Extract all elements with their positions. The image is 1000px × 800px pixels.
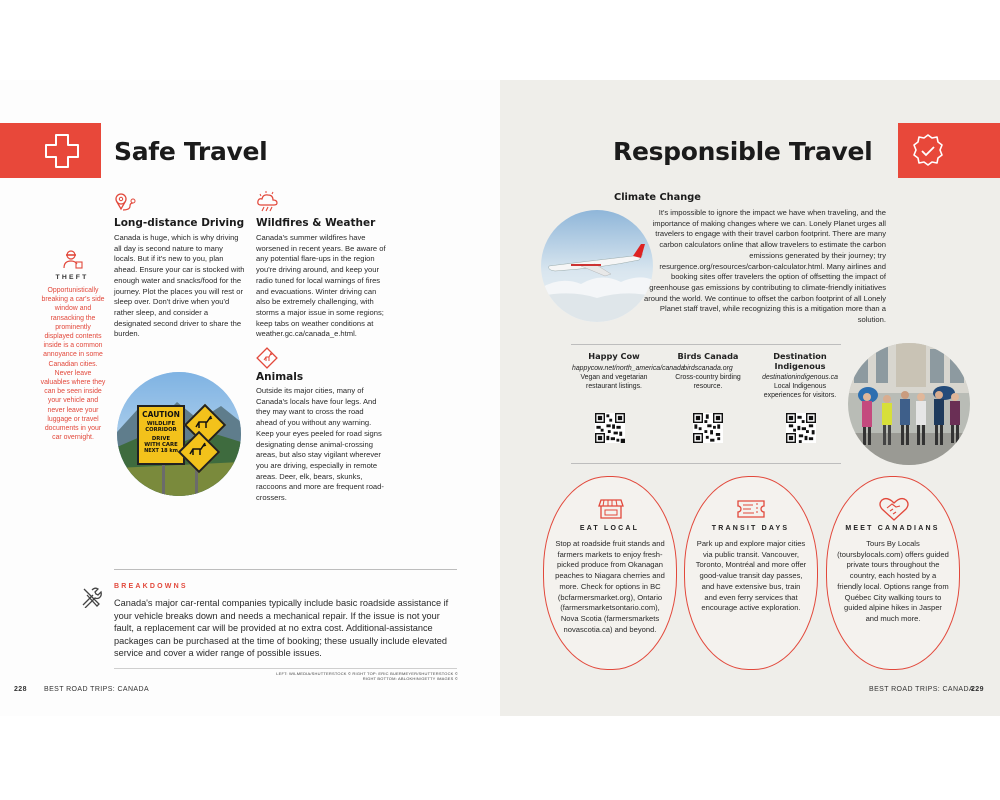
resource-happy-cow <box>572 351 685 391</box>
resource-birds-canada <box>668 351 748 391</box>
text-breakdowns: Canada's major car-rental companies typically include basic roadside assistance if your vehicle breaks down and needs a mechanical repair. If the issue is not your fault, a replacement car will be provided at no extra cost. Additional-assistance packages can be purchased at the time of booking; these usually include elevated service and cover a wider range of possible issues. <box>114 598 449 659</box>
page-number-left: 228 <box>14 686 27 693</box>
storm-cloud-icon <box>256 191 280 213</box>
plane-photo <box>541 210 653 322</box>
footer-right: BEST ROAD TRIPS: CANADA <box>869 686 975 693</box>
text-climate-change: It's impossible to ignore the impact we have when traveling, and the importance of making changes where we can. Lonely Planet urges all travelers to engage with their travel carbon footprint. There are many carbon calculators online that allow travelers to estimate the carbon emissions generated by their journey; try resurgence.org/resources/carbon-calculator.html. Many airlines and booking sites offer travelers the option of offsetting the impact of greenhouse gas emissions by contributing to climate-friendly initiatives around the world. We continue to offset the carbon footprint of all Lonely Planet staff travel, while recognizing this is a mitigation more than a solution. <box>643 208 886 325</box>
card-meet-canadians <box>826 476 960 670</box>
text-meet-canadians: Tours By Locals (toursbylocals.com) offers guided private tours throughout the country, each hosted by a friendly local. Options range from Québec City walking tours to guided alpine hikes in Jasper and much more. <box>837 539 949 623</box>
text-theft: Opportunistically breaking a car's side window and ransacking the prominently displayed contents inside is a common annoyance in some Canadian cities. Never leave valuables where they can be seen inside your vehicle and never leave your luggage or travel documents in your car overnight. <box>40 287 106 442</box>
wrench-screwdriver-icon <box>80 586 102 608</box>
divider-breakdowns <box>114 569 457 570</box>
footer-left: BEST ROAD TRIPS: CANADA <box>44 686 150 693</box>
wildlife-sign-photo <box>117 372 241 496</box>
sign-wildlife: WILDLIFE <box>146 421 176 427</box>
sign-with-care: WITH CARE <box>144 442 178 448</box>
divider-resources-bottom <box>571 463 841 464</box>
credit-line-2: RIGHT BOTTOM: ABLOKHIN/GETTY IMAGES © <box>362 676 458 682</box>
resource-url[interactable]: happycow.net/north_america/canada <box>572 365 685 372</box>
heading-breakdowns: BREAKDOWNS <box>114 583 188 590</box>
caution-sign <box>137 405 185 465</box>
deer-sign-icon <box>255 346 279 370</box>
sign-caution: CAUTION <box>142 410 180 419</box>
resource-desc: Vegan and vegetarian restaurant listings. <box>580 374 648 390</box>
street-people-photo <box>848 343 970 465</box>
photo-credits <box>230 671 458 681</box>
sign-next-km: NEXT 18 km <box>144 448 178 454</box>
heading-theft: THEFT <box>55 274 89 281</box>
qr-code-icon[interactable] <box>595 413 625 443</box>
deer-diamond-sign-2 <box>179 432 215 468</box>
divider-credits <box>114 668 457 669</box>
market-stall-icon <box>598 498 624 520</box>
qr-code-icon[interactable] <box>693 413 723 443</box>
resource-destination-indigenous <box>756 351 844 400</box>
heading-climate-change: Climate Change <box>614 192 701 203</box>
heading-long-distance-driving: Long-distance Driving <box>114 217 245 229</box>
text-animals: Outside its major cities, many of Canada's locals have four legs. And they may want to cross the road ahead of you without any warning. Keep your eyes peeled for road signs designating dense animal-crossing areas, but also stay vigilant wherever you are driving, especially in remote areas. Deer, elk, bears, skunks, raccoons and more are frequent road-crossers. <box>256 386 384 503</box>
text-eat-local: Stop at roadside fruit stands and farmers markets to enjoy fresh-picked produce from Okanagan peaches to Niagara cherries and more. Check for options in BC (bcfarmersmarket.org), Ontario (farmersmarketsontario.com), Nova Scotia (farmersmarkets novascotia.ca) and beyond. <box>555 539 665 634</box>
resource-desc: Local Indigenous experiences for visitors. <box>763 383 837 399</box>
text-long-distance-driving: Canada is huge, which is why driving all day is second nature to many locals. But if it's new to you, plan ahead. Ensure your car is stocked with enough water and snacks/food for the journey. Plot the places you will rest or sleep over. Don't drive when you'd rather sleep, and consider a designated second driver to share the burden. <box>114 233 245 339</box>
card-eat-local <box>543 476 677 670</box>
sign-corridor: CORRIDOR <box>145 427 177 433</box>
transit-ticket-icon <box>736 498 766 520</box>
heading-eat-local: EAT LOCAL <box>579 525 640 532</box>
left-red-tab <box>0 123 101 178</box>
page-title-safe-travel: Safe Travel <box>114 137 268 166</box>
resource-url[interactable]: birdscanada.org <box>683 365 733 372</box>
text-transit-days: Park up and explore major cities via public transit. Vancouver, Toronto, Montréal and more offer good-value transit day passes, and have extensive bus, train and even ferry services that encourage active exploration. <box>695 539 807 613</box>
divider-resources-top <box>571 344 841 345</box>
credit-line-1: LEFT: WILMEDIA/SHUTTERSTOCK © RIGHT TOP: ERIC BUERMEYER/SHUTTERSTOCK © <box>276 671 458 676</box>
heading-transit-days: TRANSIT DAYS <box>711 525 790 532</box>
thief-icon <box>62 248 84 270</box>
handshake-heart-icon <box>879 496 909 522</box>
first-aid-cross-icon <box>0 123 101 178</box>
heading-meet-canadians: MEET CANADIANS <box>845 525 940 532</box>
page-title-responsible-travel: Responsible Travel <box>613 137 873 166</box>
heading-wildfires-weather: Wildfires & Weather <box>256 217 376 229</box>
shield-check-icon <box>898 123 1000 178</box>
qr-code-icon[interactable] <box>786 413 816 443</box>
resource-name: Birds Canada <box>677 351 739 361</box>
page-number-right: 229 <box>971 686 984 693</box>
card-transit-days <box>684 476 818 670</box>
resource-name: Happy Cow <box>588 351 640 361</box>
heading-animals: Animals <box>256 371 304 383</box>
right-red-tab <box>898 123 1000 178</box>
sign-drive: DRIVE <box>151 436 171 442</box>
resource-desc: Cross-country birding resource. <box>675 374 741 390</box>
map-pin-route-icon <box>114 192 136 214</box>
text-wildfires-weather: Canada's summer wildfires have worsened in recent years. Be aware of any potential flare-ups in the region you're driving around, and keep your radio tuned for local warnings of fires and evacuations. Winter driving can also be extremely challenging, with storms a major issue in some regions; keep tabs on weather conditions at weather.gc.ca/canada_e.html. <box>256 233 386 339</box>
resource-url[interactable]: destinationindigenous.ca <box>762 374 838 381</box>
resource-name: Destination Indigenous <box>773 351 827 371</box>
